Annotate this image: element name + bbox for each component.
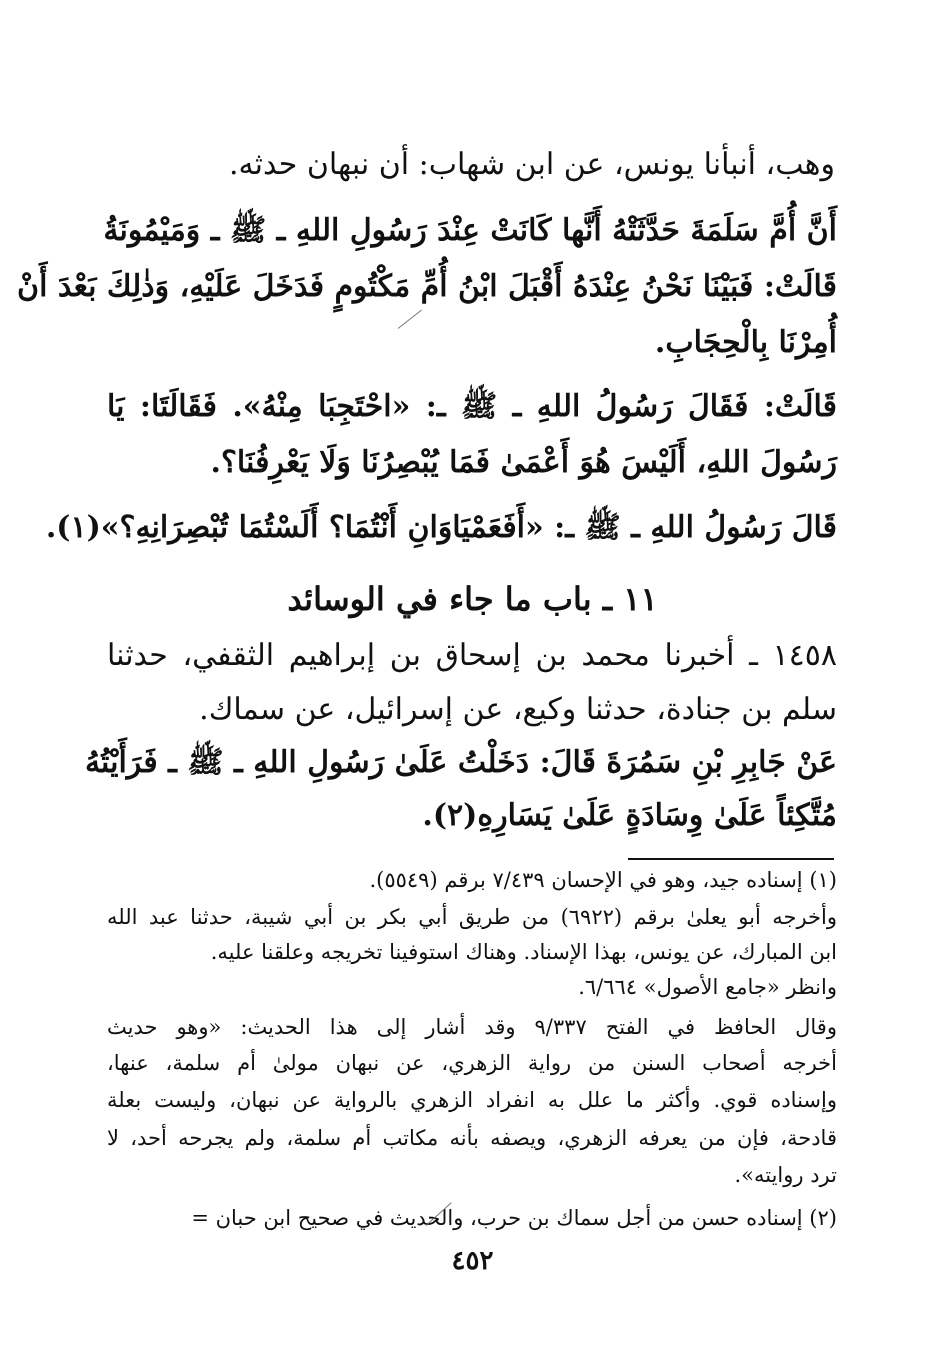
hadith-text-line: قَالَتْ: فَقَالَ رَسُولُ اللهِ ـ ﷺ ـ: «احْتَجِبَا مِنْهُ». فَقَالَتَا: يَا — [107, 389, 837, 424]
hadith-text-line: أُمِرْنَا بِالْحِجَابِ. — [654, 325, 837, 360]
chapter-heading: ١١ ـ باب ما جاء في الوسائد — [287, 580, 658, 618]
footnote-1-line: ابن المبارك، عن يونس، بهذا الإسناد. وهناك استوفينا تخريجه وعلقنا عليه. — [210, 940, 837, 964]
hadith-text-line: رَسُولَ اللهِ، أَلَيْسَ هُوَ أَعْمَىٰ فَمَا يُبْصِرُنَا وَلَا يَعْرِفُنَا؟. — [210, 445, 837, 480]
footnote-1-line: (١) إسناده جيد، وهو في الإحسان ٧/٤٣٩ برقم (٥٥٤٩). — [369, 868, 837, 892]
hadith-text-line: مُتَّكِئاً عَلَىٰ وِسَادَةٍ عَلَىٰ يَسَارِهِ(٢). — [422, 798, 837, 833]
hadith-text-line: عَنْ جَابِرِ بْنِ سَمُرَةَ قَالَ: دَخَلْتُ عَلَىٰ رَسُولِ اللهِ ـ ﷺ ـ فَرَأَيْتُهُ — [84, 745, 837, 780]
hadith-number-isnad: ١٤٥٨ ـ أخبرنا محمد بن إسحاق بن إبراهيم الثقفي، حدثنا — [107, 638, 837, 673]
footnote-1-line: أخرجه أصحاب السنن من رواية الزهري، عن نبهان مولىٰ أم سلمة، عنها، — [107, 1051, 837, 1075]
isnad-line: سلم بن جنادة، حدثنا وكيع، عن إسرائيل، عن سماك. — [199, 692, 837, 727]
footnote-1-line: وانظر «جامع الأصول» ٦/٦٦٤. — [578, 975, 837, 999]
footnote-1-line: ترد روايته». — [734, 1163, 837, 1187]
footnote-1-line: وأخرجه أبو يعلىٰ برقم (٦٩٢٢) من طريق أبي بكر بن أبي شيبة، حدثنا عبد الله — [107, 905, 837, 929]
footnote-1-line: وقال الحافظ في الفتح ٩/٣٣٧ وقد أشار إلى هذا الحديث: «وهو حديث — [107, 1015, 837, 1039]
hadith-text-line: قَالَ رَسُولُ اللهِ ـ ﷺ ـ: «أَفَعَمْيَاوَانِ أَنْتُمَا؟ أَلَسْتُمَا تُبْصِرَانِهِ؟»(١). — [45, 510, 837, 545]
footnote-separator — [628, 858, 834, 860]
isnad-line: وهب، أنبأنا يونس، عن ابن شهاب: أن نبهان حدثه. — [229, 147, 835, 182]
page-number: ٤٥٢ — [451, 1246, 494, 1276]
hadith-text-line: أَنَّ أُمَّ سَلَمَةَ حَدَّثَتْهُ أَنَّها كَانَتْ عِنْدَ رَسُولِ اللهِ ـ ﷺ ـ وَمَيْمُونَةُ — [103, 213, 837, 248]
footnote-1-line: قادحة، فإن من يعرفه الزهري، ويصفه بأنه مكاتب أم سلمة، ولم يجرحه أحد، لا — [107, 1126, 837, 1150]
hadith-text-line: قَالَتْ: فَبَيْنَا نَحْنُ عِنْدَهُ أَقْبَلَ ابْنُ أُمِّ مَكْتُومٍ فَدَخَلَ عَلَيْهِ، وَذٰلِكَ بَعْدَ أَنْ — [17, 269, 837, 304]
footnote-1-line: وإسناده قوي. وأكثر ما علل به انفراد الزهري بالرواية عن نبهان، وليست بعلة — [107, 1088, 837, 1112]
footnote-2-line: (٢) إسناده حسن من أجل سماك بن حرب، والحديث في صحيح ابن حبان = — [191, 1206, 837, 1230]
